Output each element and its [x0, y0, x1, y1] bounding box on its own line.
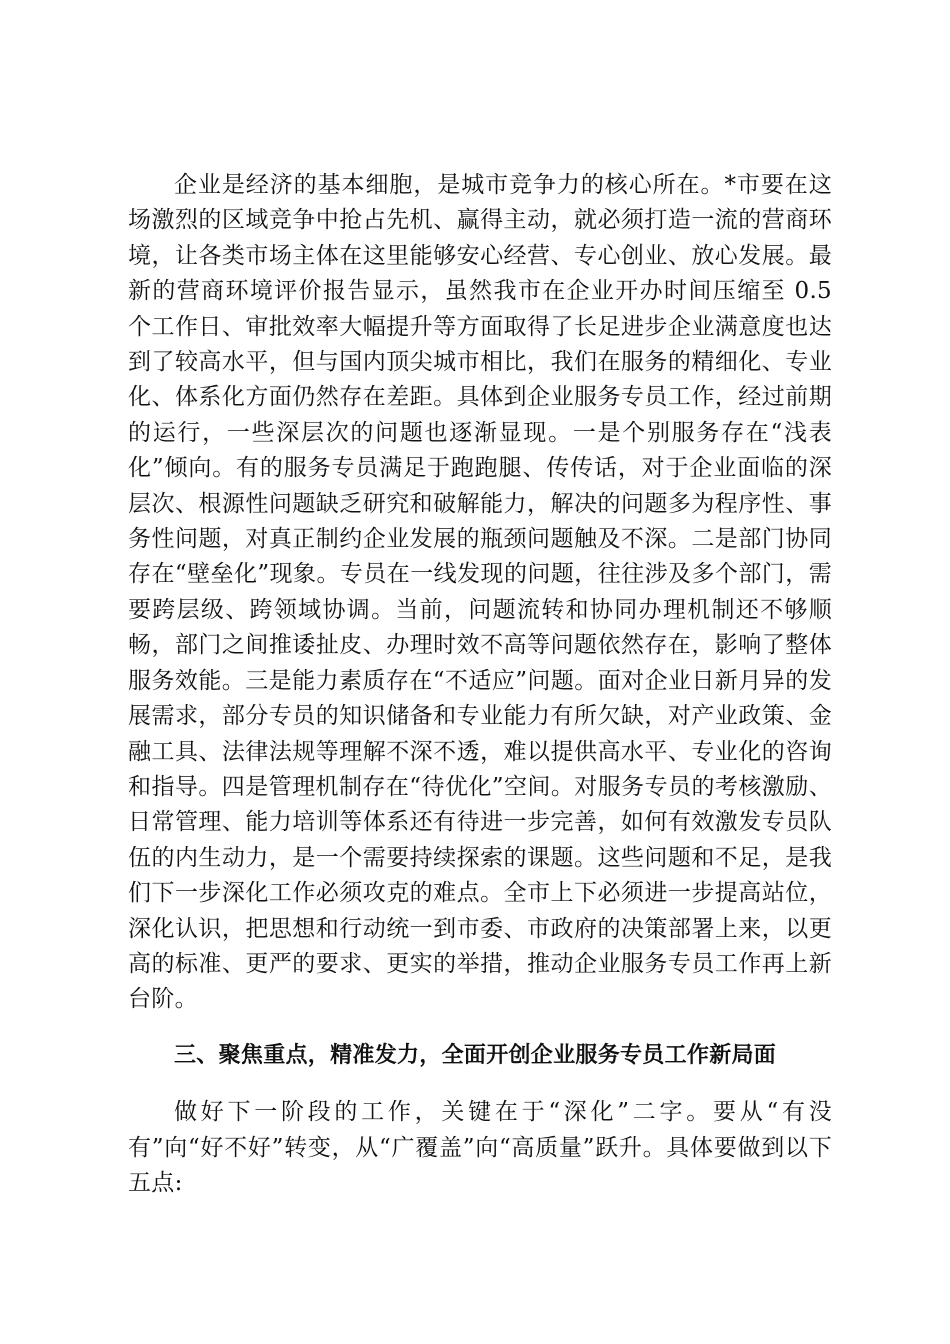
- body-paragraph-2: 做好下一阶段的工作，关键在于“深化”二字。要从“有没有”向“好不好”转变，从“广覆盖”向“高质量”跃升。具体要做到以下五点:: [128, 1099, 832, 1196]
- body-paragraph-1: 企业是经济的基本细胞，是城市竞争力的核心所在。*市要在这场激烈的区域竞争中抢占先机、赢得主动，就必须打造一流的营商环境，让各类市场主体在这里能够安心经营、专心创业、放心发展。最新的营商环境评价报告显示，虽然我市在企业开办时间压缩至 0.5 个工作日、审批效率大幅提升等方面取得了长足进步企业满意度也达到了较高水平，但与国内顶尖城市相比，我们在服务的精细化、专业化、体系化方面仍然存在差距。具体到企业服务专员工作，经过前期的运行，一些深层次的问题也逐渐显现。一是个别服务存在“浅表化”倾向。有的服务专员满足于跑跑腿、传传话，对于企业面临的深层次、根源性问题缺乏研究和破解能力，解决的问题多为程序性、事务性问题，对真正制约企业发展的瓶颈问题触及不深。二是部门协同存在“壁垒化”现象。专员在一线发现的问题，往往涉及多个部门，需要跨层级、跨领域协调。当前，问题流转和协同办理机制还不够顺畅，部门之间推诿扯皮、办理时效不高等问题依然存在，影响了整体服务效能。三是能力素质存在“不适应”问题。面对企业日新月异的发展需求，部分专员的知识储备和专业能力有所欠缺，对产业政策、金融工具、法律法规等理解不深不透，难以提供高水平、专业化的咨询和指导。四是管理机制存在“待优化”空间。对服务专员的考核激励、日常管理、能力培训等体系还有待进一步完善，如何有效激发专员队伍的内生动力，是一个需要持续探索的课题。这些问题和不足，是我们下一步深化工作必须攻克的难点。全市上下必须进一步提高站位，深化认识，把思想和行动统一到市委、市政府的决策部署上来，以更高的标准、更严的要求、更实的举措，推动企业服务专员工作再上新台阶。: [128, 172, 832, 1013]
- document-body: [128, 168, 832, 1201]
- section-heading: 三、聚焦重点，精准发力，全面开创企业服务专员工作新局面: [174, 1042, 777, 1068]
